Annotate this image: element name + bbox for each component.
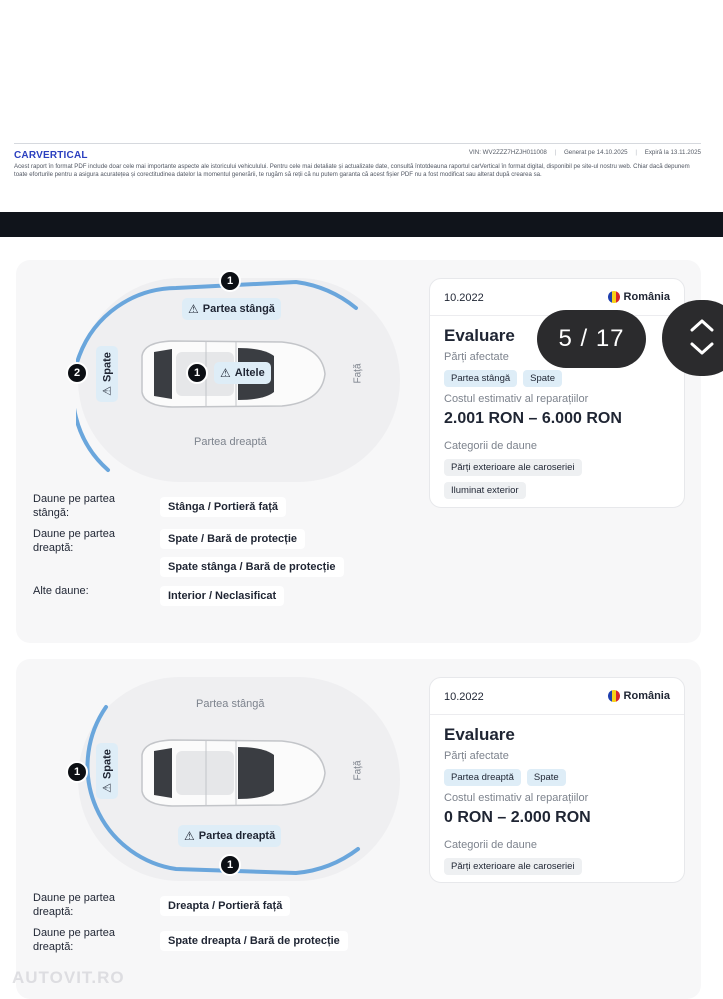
tag-rear-label: Spate — [101, 749, 113, 780]
row-value: Dreapta / Portieră față — [160, 896, 290, 916]
tag-left-label: Partea stângă — [202, 303, 275, 315]
damage-count-badge: 1 — [219, 854, 241, 876]
expiry-date: Expiră la 13.11.2025 — [644, 149, 701, 156]
cost-value: 2.001 RON – 6.000 RON — [444, 410, 622, 427]
damage-count-badge: 2 — [66, 362, 88, 384]
category-chip: Părți exterioare ale caroseriei — [444, 858, 582, 875]
page-indicator: 5 / 17 — [537, 310, 646, 368]
tag-left-side — [182, 298, 281, 320]
damage-count-badge: 1 — [219, 270, 241, 292]
report-meta: VIN: WV2ZZZ7HZJH011008 | Generat pe 14.10.2025 | Expiră la 13.11.2025 — [468, 149, 701, 156]
affected-chip: Spate — [523, 370, 562, 387]
tag-other — [214, 362, 271, 384]
affected-chips — [444, 769, 566, 786]
affected-chips — [444, 370, 562, 387]
row-label: Daune pe partea dreaptă: — [33, 528, 115, 554]
tag-other-label: Altele — [234, 367, 265, 379]
card-title: Evaluare — [444, 725, 515, 744]
tag-right-side — [178, 825, 281, 847]
car-top-view — [132, 735, 328, 811]
affected-label: Părți afectate — [444, 351, 509, 363]
row-label: Alte daune: — [33, 585, 89, 597]
card-title: Evaluare — [444, 326, 515, 345]
disclaimer-text: Acest raport în format PDF include doar cele mai importante aspecte ale istoricului vehiculului. Pentru cele mai detaliate și actualizate date, consultă întotdeauna raportul carVertical în format digital, disponibil pe site-ul nostru web. Chiar dacă depunem toate eforturile pentru a asigura acuratețea și corectitudinea datelor la momentul generării, te rugăm să reții că nu putem garanta că acest fișier PDF nu a fost modificat sau alterat după crearea sa. — [14, 163, 690, 178]
category-label: Categorii de daune — [444, 839, 537, 851]
damage-panel-2 — [16, 659, 701, 999]
cost-label: Costul estimativ al reparațiilor — [444, 393, 589, 405]
left-side-label: Partea stângă — [196, 698, 265, 710]
damage-count-badge: 1 — [66, 761, 88, 783]
vin-text: VIN: WV2ZZZ7HZJH011008 — [468, 149, 547, 156]
tag-rear — [96, 346, 118, 402]
assessment-card — [429, 677, 685, 883]
chevron-up-down-icon — [688, 318, 716, 358]
row-value: Spate stânga / Bară de protecție — [160, 557, 344, 577]
tag-rear-label: Spate — [101, 352, 113, 383]
affected-chip: Spate — [527, 769, 566, 786]
row-value: Stânga / Portieră față — [160, 497, 286, 517]
report-header — [14, 143, 701, 178]
assessment-date: 10.2022 — [444, 292, 484, 304]
watermark: AUTOVIT.RO — [12, 968, 125, 987]
front-label: Față — [352, 760, 364, 781]
row-label: Daune pe partea stângă: — [33, 493, 115, 519]
warning-icon: ⚠ — [188, 302, 199, 316]
right-side-label: Partea dreaptă — [194, 436, 267, 448]
warning-icon: ⚠ — [220, 366, 231, 380]
dark-divider-bar — [0, 212, 723, 237]
warning-icon: ⚠ — [184, 829, 195, 843]
warning-icon: ⚠ — [101, 783, 114, 793]
country-label: România — [623, 291, 670, 303]
damage-count-badge: 1 — [186, 362, 208, 384]
affected-label: Părți afectate — [444, 750, 509, 762]
row-value: Spate / Bară de protecție — [160, 529, 305, 549]
affected-chip: Partea stângă — [444, 370, 517, 387]
carvertical-logo: CARVERTICAL — [14, 150, 88, 161]
category-label: Categorii de daune — [444, 440, 537, 452]
romania-flag-icon — [608, 690, 620, 702]
affected-chip: Partea dreaptă — [444, 769, 521, 786]
category-chip: Iluminat exterior — [444, 482, 526, 499]
row-value: Spate dreapta / Bară de protecție — [160, 931, 348, 951]
country-label: România — [623, 690, 670, 702]
tag-rear — [96, 743, 118, 799]
generated-date: Generat pe 14.10.2025 — [563, 149, 628, 156]
assessment-date: 10.2022 — [444, 691, 484, 703]
country — [608, 291, 670, 303]
tag-right-label: Partea dreaptă — [198, 830, 276, 842]
category-chip: Părți exterioare ale caroseriei — [444, 459, 582, 476]
country — [608, 690, 670, 702]
cost-value: 0 RON – 2.000 RON — [444, 809, 591, 826]
row-label: Daune pe partea dreaptă: — [33, 892, 115, 918]
front-label: Față — [352, 363, 364, 384]
romania-flag-icon — [608, 291, 620, 303]
warning-icon: ⚠ — [101, 386, 114, 396]
cost-label: Costul estimativ al reparațiilor — [444, 792, 589, 804]
row-label: Daune pe partea dreaptă: — [33, 927, 115, 953]
row-value: Interior / Neclasificat — [160, 586, 284, 606]
